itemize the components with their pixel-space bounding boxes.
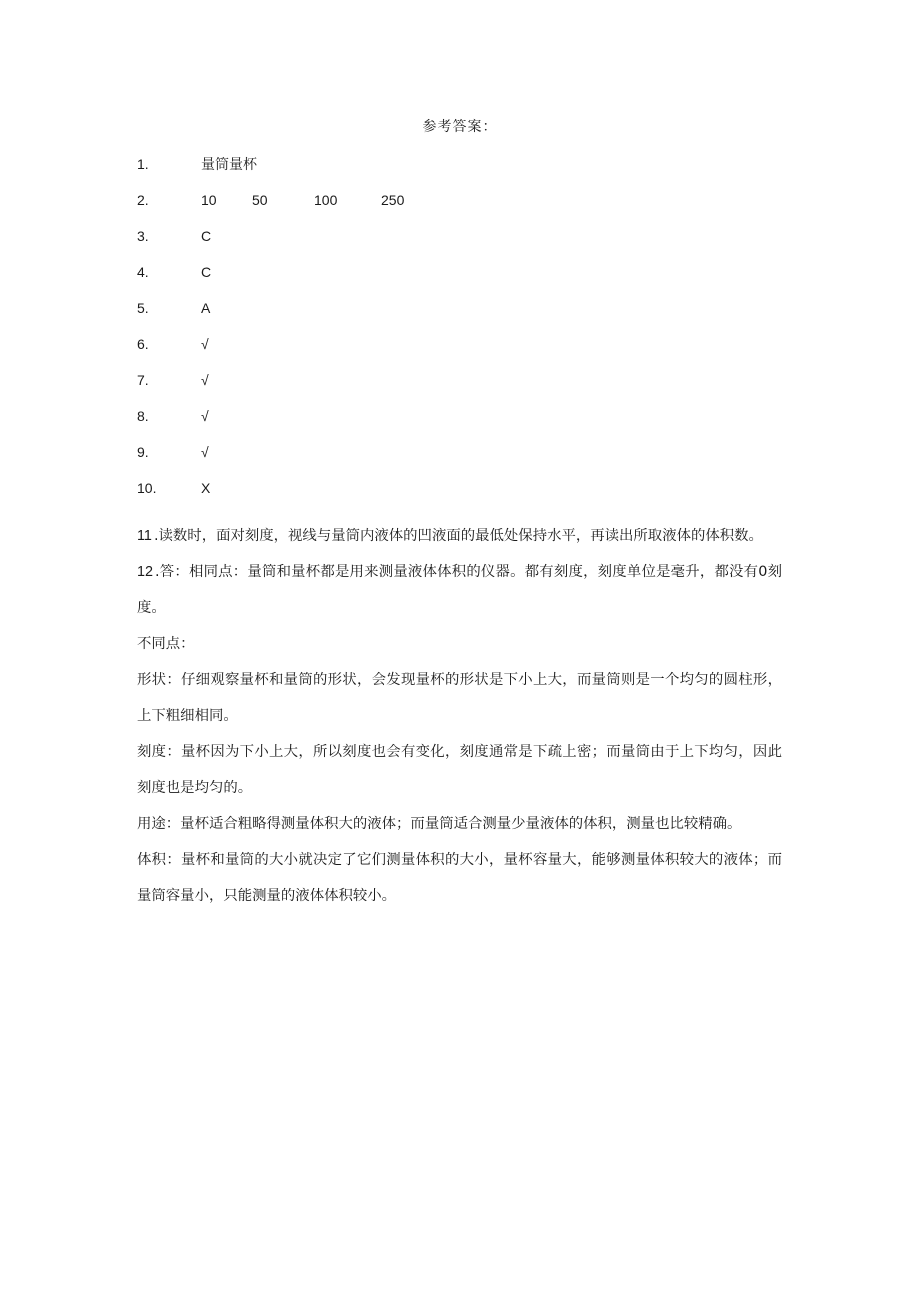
question-11-answer xyxy=(137,518,782,554)
list-item xyxy=(137,182,777,218)
list-item xyxy=(137,362,777,398)
answer-value: A xyxy=(201,300,211,316)
answer-text: .读数时，面对刻度，视线与量筒内液体的凹液面的最低处保持水平，再读出所取液体的体积数。 xyxy=(153,528,763,544)
difference-scale: 刻度：量杯因为下小上大，所以刻度也会有变化，刻度通常是下疏上密；而量筒由于上下均匀，因此刻度也是均匀的。 xyxy=(137,744,782,796)
answer-number: 5. xyxy=(137,300,149,316)
list-item xyxy=(137,254,777,290)
answer-value: 10 xyxy=(201,192,217,208)
answer-values xyxy=(201,192,421,208)
list-item xyxy=(137,434,777,470)
answer-list xyxy=(137,146,777,506)
answer-number: 2. xyxy=(137,192,149,208)
answer-number: 10. xyxy=(137,480,157,496)
answer-number: 7. xyxy=(137,372,149,388)
list-item xyxy=(137,326,777,362)
page-title: 参考答案： xyxy=(422,119,498,135)
list-item xyxy=(137,290,777,326)
answer-value: 100 xyxy=(314,192,338,208)
answer-value: √ xyxy=(201,408,209,424)
answer-number: 4. xyxy=(137,264,149,280)
answer-value: C xyxy=(201,228,212,244)
answer-value: 50 xyxy=(252,192,268,208)
list-item xyxy=(137,218,777,254)
answer-value: √ xyxy=(201,444,209,460)
answer-number: 8. xyxy=(137,408,149,424)
difference-shape: 形状：仔细观察量杯和量筒的形状，会发现量杯的形状是下小上大，而量筒则是一个均匀的圆柱形，上下粗细相同。 xyxy=(137,672,782,724)
answer-value: 量筒量杯 xyxy=(201,157,257,173)
difference-use: 用途：量杯适合粗略得测量体积大的液体；而量筒适合测量少量液体的体积，测量也比较精确。 xyxy=(137,816,742,832)
answer-number: 6. xyxy=(137,336,149,352)
question-number: 11 xyxy=(137,528,152,544)
answer-value: √ xyxy=(201,372,209,388)
answer-number: 1. xyxy=(137,156,149,172)
answer-explanations xyxy=(137,518,782,914)
answer-value: C xyxy=(201,264,212,280)
list-item xyxy=(137,146,777,182)
answer-number: 3. xyxy=(137,228,149,244)
answer-text: .答：相同点：量筒和量杯都是用来测量液体体积的仪器。都有刻度，刻度单位是毫升，都没有0刻度。 xyxy=(137,564,782,616)
answer-number: 9. xyxy=(137,444,149,460)
differences-heading: 不同点： xyxy=(137,636,195,652)
list-item xyxy=(137,398,777,434)
answer-value: X xyxy=(201,480,211,496)
question-12-answer xyxy=(137,554,782,626)
question-number: 12 xyxy=(137,564,154,580)
list-item xyxy=(137,470,777,506)
answer-value: √ xyxy=(201,336,209,352)
answer-value: 250 xyxy=(381,192,405,208)
difference-volume: 体积：量杯和量筒的大小就决定了它们测量体积的大小，量杯容量大，能够测量体积较大的液体；而量筒容量小，只能测量的液体体积较小。 xyxy=(137,852,782,904)
